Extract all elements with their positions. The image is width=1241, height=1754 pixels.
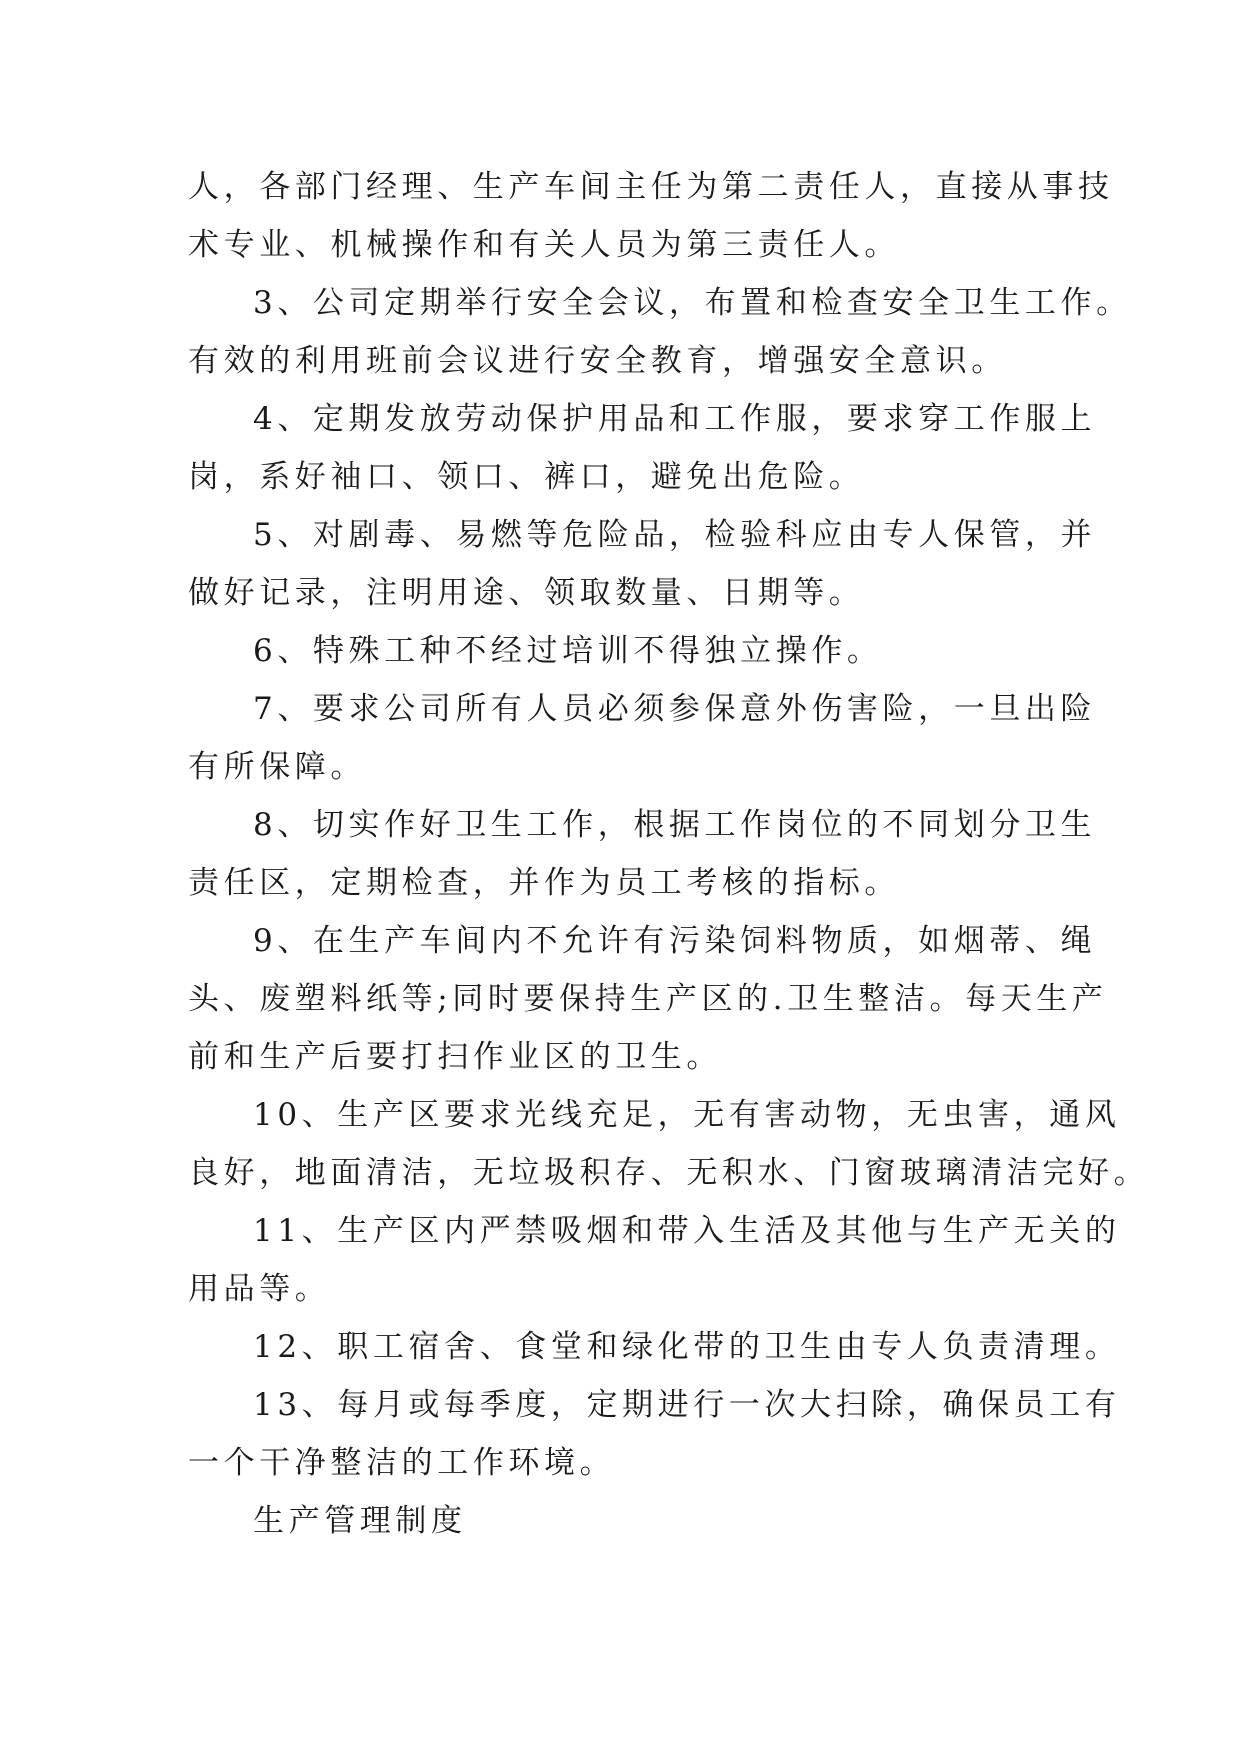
text-line: 头、废塑料纸等;同时要保持生产区的.卫生整洁。每天生产 (188, 981, 1108, 1017)
text-line: 岗，系好袖口、领口、裤口，避免出危险。 (188, 459, 865, 495)
section-heading-text: 生产管理制度 (253, 1503, 467, 1539)
paragraph-item-3 (188, 274, 1132, 390)
text-line: 4、定期发放劳动保护用品和工作服，要求穿工作服上 (253, 401, 1097, 437)
paragraph-item-4 (188, 390, 1097, 506)
text-line: 7、要求公司所有人员必须参保意外伤害险，一旦出险 (253, 691, 1097, 727)
section-heading (188, 1492, 1068, 1550)
document-body (188, 158, 1150, 1550)
paragraph-item-7 (188, 680, 1097, 796)
paragraph-item-12 (188, 1318, 1121, 1376)
paragraph-item-10 (188, 1086, 1150, 1202)
text-line: 用品等。 (188, 1271, 331, 1307)
paragraph-item-5 (188, 506, 1097, 622)
text-line: 一个干净整洁的工作环境。 (188, 1445, 616, 1481)
paragraph-item-9 (188, 912, 1108, 1086)
text-line: 11、生产区内严禁吸烟和带入生活及其他与生产无关的 (253, 1213, 1121, 1249)
text-line: 责任区，定期检查，并作为员工考核的指标。 (188, 865, 900, 901)
paragraph-item-11 (188, 1202, 1121, 1318)
paragraph-item-13 (188, 1376, 1121, 1492)
text-line: 6、特殊工种不经过培训不得独立操作。 (253, 633, 883, 669)
text-line: 良好，地面清洁，无垃圾积存、无积水、门窗玻璃清洁完好。 (188, 1155, 1150, 1191)
text-line: 12、职工宿舍、食堂和绿化带的卫生由专人负责清理。 (253, 1329, 1121, 1365)
text-line: 人，各部门经理、生产车间主任为第二责任人，直接从事技 (188, 169, 1114, 205)
text-line: 有所保障。 (188, 749, 366, 785)
text-line: 8、切实作好卫生工作，根据工作岗位的不同划分卫生 (253, 807, 1097, 843)
paragraph-item-8 (188, 796, 1097, 912)
text-line: 术专业、机械操作和有关人员为第三责任人。 (188, 227, 900, 263)
paragraph-item-6 (188, 622, 1068, 680)
text-line: 13、每月或每季度，定期进行一次大扫除，确保员工有 (253, 1387, 1121, 1423)
text-line: 前和生产后要打扫作业区的卫生。 (188, 1039, 722, 1075)
text-line: 10、生产区要求光线充足，无有害动物，无虫害，通风 (253, 1097, 1121, 1133)
text-line: 5、对剧毒、易燃等危险品，检验科应由专人保管，并 (253, 517, 1097, 553)
text-line: 3、公司定期举行安全会议，布置和检查安全卫生工作。 (253, 285, 1132, 321)
text-line: 做好记录，注明用途、领取数量、日期等。 (188, 575, 865, 611)
text-line: 9、在生产车间内不允许有污染饲料物质，如烟蒂、绳 (253, 923, 1097, 959)
paragraph-responsibility (188, 158, 1114, 274)
text-line: 有效的利用班前会议进行安全教育，增强安全意识。 (188, 343, 1007, 379)
